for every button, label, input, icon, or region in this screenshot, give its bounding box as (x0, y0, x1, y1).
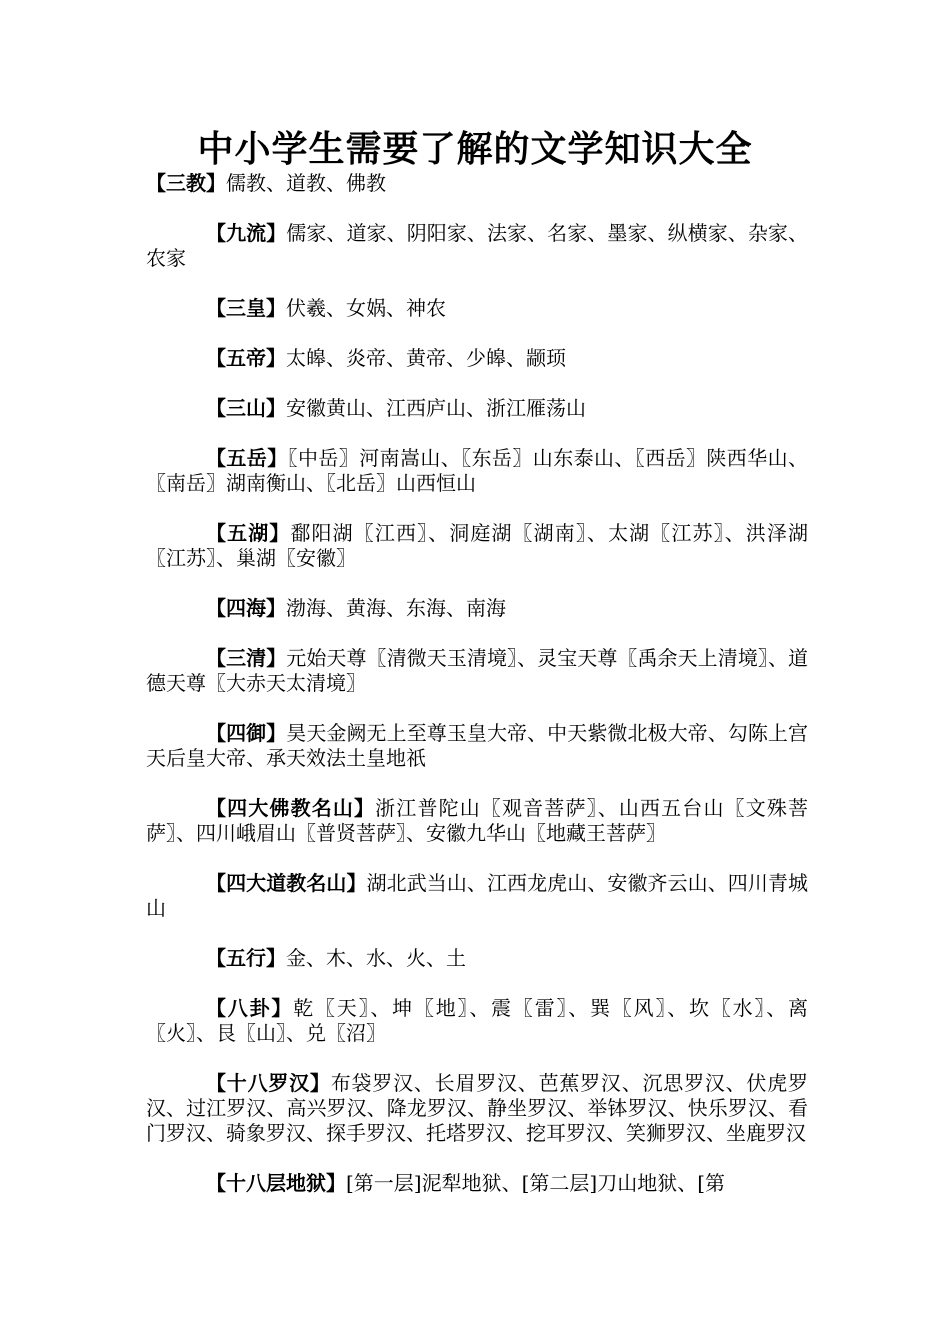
item-term: 【三清】 (206, 646, 287, 670)
page-title: 中小学生需要了解的文学知识大全 (197, 128, 753, 170)
item-term: 【五岳】 (206, 446, 288, 470)
item-term: 【四大佛教名山】 (206, 796, 376, 820)
item-term: 【四大道教名山】 (206, 871, 367, 895)
item-text: 鄱阳湖〖江西〗、洞庭湖〖湖南〗、太湖〖江苏〗、洪泽湖〖江苏〗、巢湖〖安徽〗 (146, 521, 809, 570)
item-term: 【五行】 (206, 946, 286, 970)
item-term: 【八卦】 (206, 996, 294, 1020)
list-item (146, 396, 808, 421)
item-text: 儒家、道家、阴阳家、法家、名家、墨家、纵横家、杂家、农家 (146, 221, 809, 270)
item-text: 伏羲、女娲、神农 (286, 296, 446, 320)
item-term: 【三山】 (206, 396, 286, 420)
item-text: [第一层]泥犁地狱、[第二层]刀山地狱、[第 (346, 1171, 726, 1195)
item-text: 渤海、黄海、东海、南海 (286, 596, 506, 620)
item-text: 太皞、炎帝、黄帝、少皞、颛顼 (286, 346, 566, 370)
list-item (146, 346, 808, 371)
item-text: 〖中岳〗河南嵩山、〖东岳〗山东泰山、〖西岳〗陕西华山、〖南岳〗湖南衡山、〖北岳〗山西恒山 (146, 446, 809, 495)
list-item (146, 596, 808, 621)
list-item (146, 1071, 808, 1146)
item-text: 元始天尊〖清微天玉清境〗、灵宝天尊〖禹余天上清境〗、道德天尊〖大赤天太清境〗 (146, 646, 809, 695)
item-text: 昊天金阙无上至尊玉皇大帝、中天紫微北极大帝、勾陈上宫天后皇大帝、承天效法土皇地祇 (146, 721, 809, 770)
list-item (146, 446, 808, 496)
item-text: 湖北武当山、江西龙虎山、安徽齐云山、四川青城山 (146, 871, 809, 920)
item-term: 【四海】 (206, 596, 286, 620)
item-text: 安徽黄山、江西庐山、浙江雁荡山 (286, 396, 586, 420)
list-item (146, 171, 808, 196)
list-item (146, 946, 808, 971)
item-term: 【三教】 (146, 171, 226, 195)
list-item (146, 521, 808, 571)
item-term: 【四御】 (206, 721, 287, 745)
document-body (146, 171, 808, 1196)
list-item (146, 871, 808, 921)
item-term: 【五帝】 (206, 346, 286, 370)
item-text: 浙江普陀山〖观音菩萨〗、山西五台山〖文殊菩萨〗、四川峨眉山〖普贤菩萨〗、安徽九华山〖地藏王菩萨〗 (146, 796, 809, 845)
list-item (146, 996, 808, 1046)
item-text: 乾〖天〗、坤〖地〗、震〖雷〗、巽〖风〗、坎〖水〗、离〖火〗、艮〖山〗、兑〖沼〗 (146, 996, 809, 1045)
item-text: 布袋罗汉、长眉罗汉、芭蕉罗汉、沉思罗汉、伏虎罗汉、过江罗汉、高兴罗汉、降龙罗汉、静坐罗汉、举钵罗汉、快乐罗汉、看门罗汉、骑象罗汉、探手罗汉、托塔罗汉、挖耳罗汉、笑狮罗汉、坐鹿罗汉 (146, 1071, 809, 1145)
list-item (146, 221, 808, 271)
item-text: 儒教、道教、佛教 (226, 171, 386, 195)
item-term: 【三皇】 (206, 296, 286, 320)
list-item (146, 721, 808, 771)
list-item (146, 796, 808, 846)
list-item (146, 1171, 808, 1196)
item-term: 【十八层地狱】 (206, 1171, 346, 1195)
item-text: 金、木、水、火、土 (286, 946, 466, 970)
item-term: 【十八罗汉】 (206, 1071, 331, 1095)
list-item (146, 296, 808, 321)
item-term: 【九流】 (206, 221, 287, 245)
list-item (146, 646, 808, 696)
item-term: 【五湖】 (206, 521, 291, 545)
